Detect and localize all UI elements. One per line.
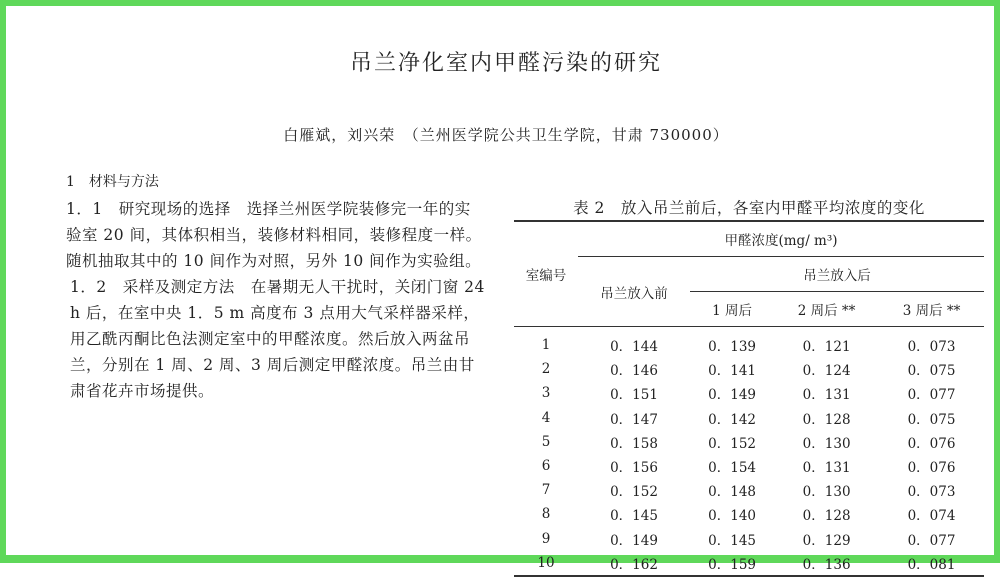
- cell-room: 8: [541, 506, 551, 523]
- cell-week2: 0．128: [802, 508, 851, 525]
- cell-week3: 0．075: [907, 411, 956, 428]
- cell-week2: 0．130: [802, 484, 851, 501]
- cell-week1: 0．145: [708, 532, 756, 549]
- table-caption: 表 2 放入吊兰前后，各室内甲醛平均浓度的变化: [573, 199, 925, 217]
- cell-before: 0．144: [610, 339, 658, 356]
- body-text: [66, 196, 486, 404]
- cell-week1: 0．148: [708, 484, 756, 501]
- cell-week2: 0．129: [802, 532, 851, 549]
- cell-before: 0．151: [610, 387, 658, 404]
- cell-week3: 0．081: [879, 551, 984, 576]
- header-room: 室编号: [514, 221, 578, 327]
- table-row: [514, 406, 984, 430]
- table-row: [514, 454, 984, 478]
- cell-week3: 0．075: [907, 363, 956, 380]
- cell-room: 6: [541, 458, 551, 475]
- cell-week3: 0．076: [907, 435, 956, 452]
- cell-week1: 0．139: [708, 339, 756, 356]
- cell-week2: 0．136: [774, 551, 879, 576]
- cell-week1: 0．141: [708, 363, 756, 380]
- section-heading: 1 材料与方法: [66, 174, 159, 190]
- cell-week2: 0．128: [802, 411, 851, 428]
- header-week3: 3 周后 **: [879, 292, 984, 327]
- table-row: [514, 381, 984, 405]
- cell-week2: 0．131: [802, 387, 851, 404]
- cell-week2: 0．131: [802, 460, 851, 477]
- cell-week2: 0．121: [802, 339, 851, 356]
- cell-room: 2: [541, 361, 551, 378]
- cell-room: 7: [541, 482, 551, 499]
- cell-before: 0．156: [610, 460, 658, 477]
- header-week2: 2 周后 **: [774, 292, 879, 327]
- cell-room: 4: [541, 409, 551, 426]
- cell-week2: 0．130: [802, 435, 851, 452]
- header-week1: 1 周后: [690, 292, 774, 327]
- cell-week1: 0．149: [708, 387, 756, 404]
- paragraph-1-2: 1．2 采样及测定方法 在暑期无人干扰时，关闭门窗 24 h 后，在室中央 1．5 m 高度布 3 点用大气采样器采样，用乙酰丙酮比色法测定室中的甲醛浓度。然后放入两盆吊兰，分别在 1 周、2 周、3 周后测定甲醛浓度。吊兰由甘肃省花卉市场提供。: [70, 278, 485, 400]
- table-row: [514, 430, 984, 454]
- cell-week1: 0．154: [708, 460, 756, 477]
- table-row: [514, 502, 984, 526]
- cell-before: 0．146: [610, 363, 658, 380]
- header-before: 吊兰放入前: [578, 257, 690, 327]
- table-row: [514, 551, 984, 576]
- cell-room: 9: [541, 530, 551, 547]
- concentration-table: [514, 220, 984, 577]
- cell-room: 10: [514, 551, 578, 576]
- cell-week3: 0．077: [907, 532, 956, 549]
- table-row: [514, 357, 984, 381]
- cell-week1: 0．140: [708, 508, 756, 525]
- cell-room: 5: [541, 433, 551, 450]
- table-row: [514, 527, 984, 551]
- cell-week3: 0．077: [907, 387, 956, 404]
- header-concentration: 甲醛浓度(mg/ m³): [578, 221, 984, 257]
- cell-room: 3: [541, 385, 551, 402]
- cell-week3: 0．074: [907, 508, 956, 525]
- cell-week1: 0．142: [708, 411, 756, 428]
- table-row: [514, 478, 984, 502]
- paper-title: 吊兰净化室内甲醛污染的研究: [349, 51, 662, 76]
- paper-authors: 白雁斌，刘兴荣 （兰州医学院公共卫生学院，甘肃 730000）: [283, 126, 729, 144]
- cell-before: 0．152: [610, 484, 658, 501]
- cell-week3: 0．073: [907, 339, 956, 356]
- table-row: [514, 333, 984, 357]
- cell-week1: 0．152: [708, 435, 756, 452]
- cell-before: 0．149: [610, 532, 658, 549]
- cell-before: 0．147: [610, 411, 658, 428]
- cell-room: 1: [541, 337, 551, 354]
- cell-before: 0．145: [610, 508, 658, 525]
- cell-week1: 0．159: [690, 551, 774, 576]
- cell-before: 0．162: [578, 551, 690, 576]
- cell-week3: 0．076: [907, 460, 956, 477]
- paragraph-1-1: 1．1 研究现场的选择 选择兰州医学院装修完一年的实验室 20 间，其体积相当，装修材料相同，装修程度一样。随机抽取其中的 10 间作为对照，另外 10 间作为实验组。: [66, 200, 482, 270]
- header-after: 吊兰放入后: [690, 257, 984, 292]
- cell-before: 0．158: [610, 435, 658, 452]
- cell-week2: 0．124: [802, 363, 851, 380]
- cell-week3: 0．073: [907, 484, 956, 501]
